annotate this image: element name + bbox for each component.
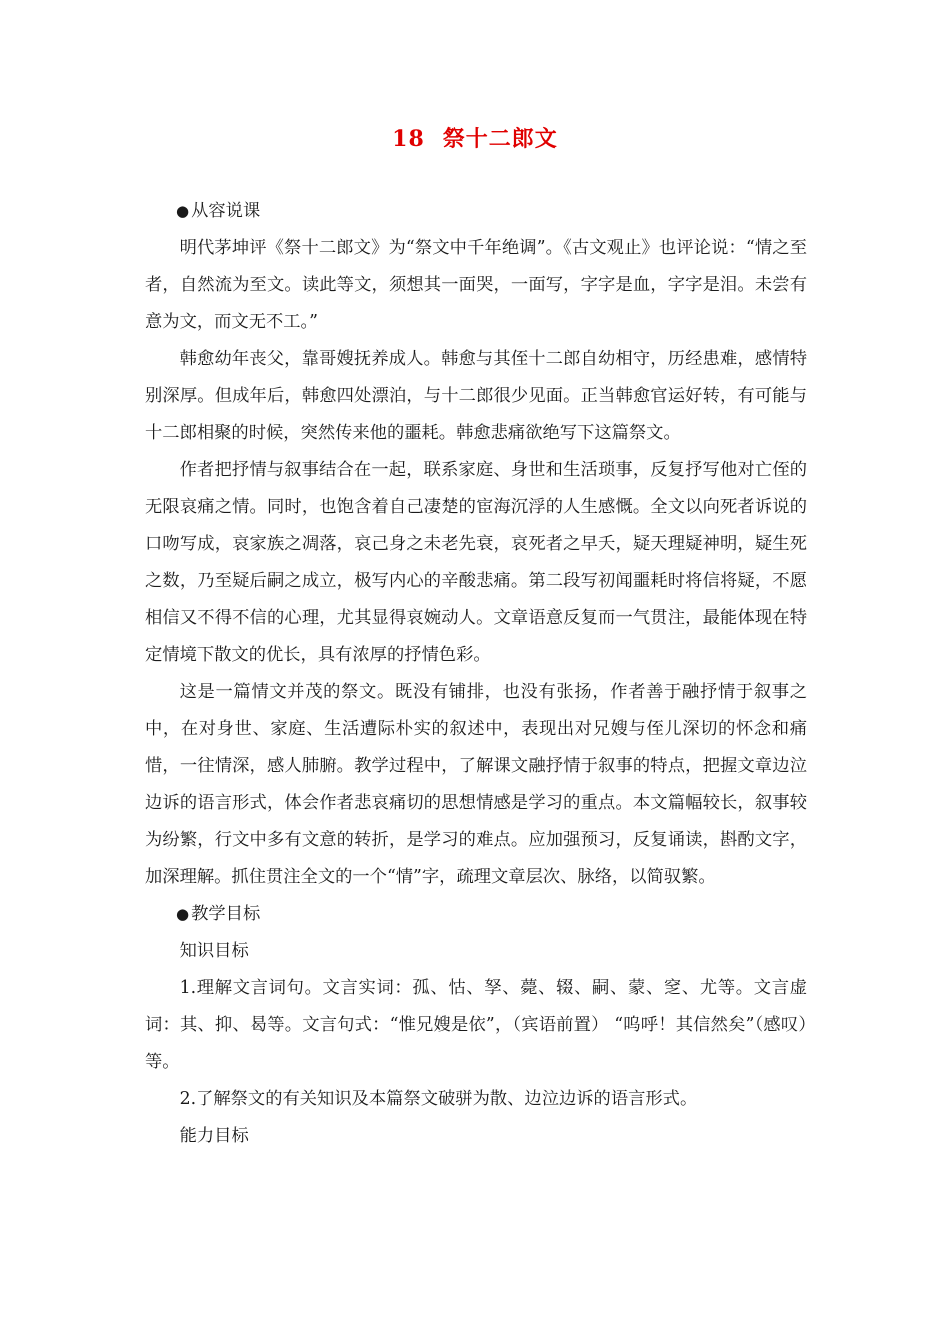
- bullet-icon: ●: [176, 202, 190, 220]
- lesson-number: 18: [392, 126, 425, 152]
- subheading-knowledge: 知识目标: [179, 941, 249, 961]
- section-heading-goals: ● 教学目标: [176, 904, 261, 924]
- bullet-icon: ●: [176, 905, 190, 923]
- intro-paragraph: 韩愈幼年丧父，靠哥嫂抚养成人。韩愈与其侄十二郎自幼相守，历经患难，感情特别深厚。但成年后，韩愈四处漂泊，与十二郎很少见面。正当韩愈官运好转，有可能与十二郎相聚的时候，突然传来他的噩耗。韩愈悲痛欲绝写下这篇祭文。: [145, 349, 807, 443]
- page-title: [0, 122, 950, 153]
- knowledge-item: 2.了解祭文的有关知识及本篇祭文破骈为散、边泣边诉的语言形式。: [179, 1089, 698, 1109]
- intro-paragraph: 作者把抒情与叙事结合在一起，联系家庭、身世和生活琐事，反复抒写他对亡侄的无限哀痛之情。同时，也饱含着自己凄楚的宦海沉浮的人生感慨。全文以向死者诉说的口吻写成，哀家族之凋落，哀己身之未老先衰，哀死者之早夭，疑天理疑神明，疑生死之数，乃至疑后嗣之成立，极写内心的辛酸悲痛。第二段写初闻噩耗时将信将疑，不愿相信又不得不信的心理，尤其显得哀婉动人。文章语意反复而一气贯注，最能体现在特定情境下散文的优长，具有浓厚的抒情色彩。: [145, 460, 807, 665]
- knowledge-item: 1.理解文言词句。文言实词：孤、怙、孥、薨、辍、嗣、蒙、窆、尤等。文言虚词：其、抑、曷等。文言句式：“惟兄嫂是依”，（宾语前置） “呜呼！其信然矣”（感叹）等。: [145, 978, 807, 1072]
- section-heading-intro: ● 从容说课: [176, 201, 261, 221]
- intro-paragraph: 明代茅坤评《祭十二郎文》为“祭文中千年绝调”。《古文观止》也评论说：“情之至者，自然流为至文。读此等文，须想其一面哭，一面写，字字是血，字字是泪。未尝有意为文，而文无不工。”: [145, 238, 807, 332]
- lesson-title: 祭十二郎文: [442, 126, 558, 152]
- subheading-ability: 能力目标: [179, 1126, 249, 1146]
- document-body: [145, 193, 807, 1155]
- intro-paragraph: 这是一篇情文并茂的祭文。既没有铺排，也没有张扬，作者善于融抒情于叙事之中，在对身世、家庭、生活遭际朴实的叙述中，表现出对兄嫂与侄儿深切的怀念和痛惜，一往情深，感人肺腑。教学过程中，了解课文融抒情于叙事的特点，把握文章边泣边诉的语言形式，体会作者悲哀痛切的思想情感是学习的重点。本文篇幅较长，叙事较为纷繁，行文中多有文意的转折，是学习的难点。应加强预习，反复诵读，斟酌文字，加深理解。抓住贯注全文的一个“情”字，疏理文章层次、脉络，以简驭繁。: [145, 682, 807, 887]
